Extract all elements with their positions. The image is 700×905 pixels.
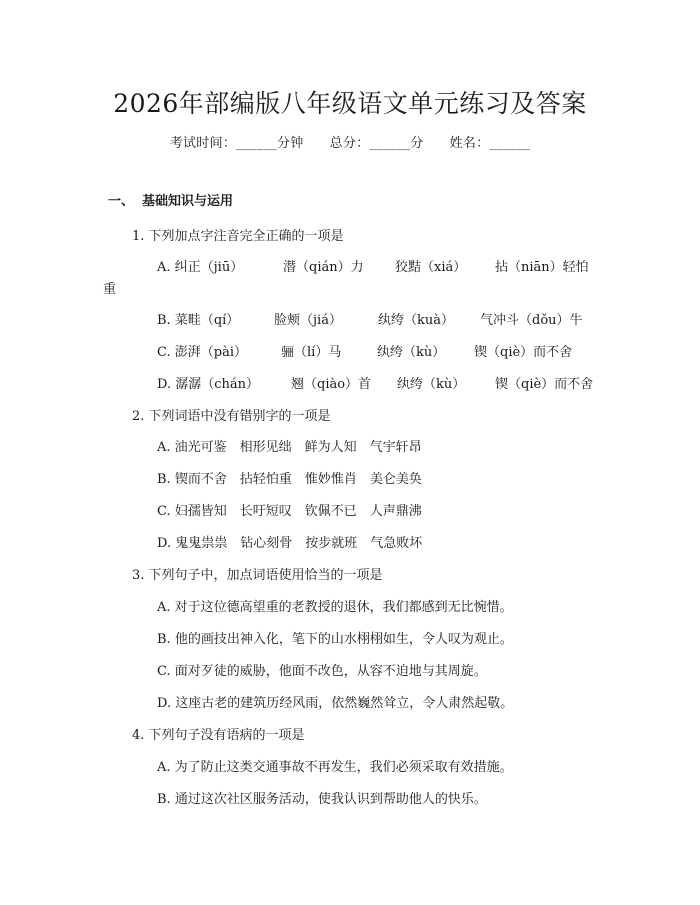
option-word: 锲（qiè）而不舍	[474, 345, 573, 360]
question-1-option-a-wrap: 重	[103, 282, 117, 297]
question-2-option-d: D. 鬼鬼祟祟 钻心刻骨 按步就班 气急败坏	[157, 536, 423, 551]
section-title: 基础知识与运用	[142, 194, 234, 209]
section-number: 一、	[108, 194, 135, 209]
question-2-option-c: C. 妇孺皆知 长吁短叹 钦佩不已 人声鼎沸	[157, 504, 422, 519]
question-1-option-a	[157, 256, 589, 275]
question-1-option-c	[157, 341, 572, 360]
option-word: 脸颊（jiá）	[274, 313, 342, 328]
exam-meta	[0, 132, 700, 151]
exam-time: 考试时间：______分钟	[169, 136, 304, 151]
option-word: B. 菜畦（qí）	[157, 313, 240, 328]
option-word: 锲（qiè）而不舍	[495, 377, 594, 392]
question-4-option-b: B. 通过这次社区服务活动，使我认识到帮助他人的快乐。	[157, 792, 487, 807]
question-3-option-d: D. 这座古老的建筑历经风雨，依然巍然耸立，令人肃然起敬。	[157, 696, 514, 711]
option-word: 纨绔（kuà）	[378, 313, 455, 328]
option-word: 纨绔（kù）	[397, 377, 466, 392]
question-4-option-a: A. 为了防止这类交通事故不再发生，我们必须采取有效措施。	[157, 760, 513, 775]
document-title: 2026年部编版八年级语文单元练习及答案	[113, 89, 587, 118]
option-word: D. 潺潺（chán）	[157, 377, 260, 392]
student-name: 姓名：______	[449, 136, 531, 151]
question-4: 4. 下列句子没有语病的一项是	[132, 728, 305, 743]
option-word: 翘（qiào）首	[291, 377, 372, 392]
option-word: 纨绔（kù）	[377, 345, 446, 360]
option-word: C. 澎湃（pài）	[157, 345, 247, 360]
option-word: 气冲斗（dǒu）牛	[480, 313, 583, 328]
option-word: 狡黠（xiá）	[395, 260, 467, 275]
question-3-option-a: A. 对于这位德高望重的老教授的退休，我们都感到无比惋惜。	[157, 600, 513, 615]
option-word: 骊（lí）马	[281, 345, 342, 360]
option-word: 潜（qián）力	[283, 260, 364, 275]
option-word: 拈（niān）轻怕	[495, 260, 589, 275]
option-word: A. 纠正（jiū）	[157, 260, 244, 275]
section-heading	[108, 190, 233, 209]
question-2-option-b: B. 锲而不舍 拈轻怕重 惟妙惟肖 美仑美奂	[157, 472, 422, 487]
total-score: 总分：______分	[329, 136, 424, 151]
question-1-option-d	[157, 373, 593, 392]
question-3-option-b: B. 他的画技出神入化，笔下的山水栩栩如生，令人叹为观止。	[157, 632, 513, 647]
question-2: 2. 下列词语中没有错别字的一项是	[132, 409, 331, 424]
question-1-option-b	[157, 309, 583, 328]
question-2-option-a: A. 油光可鉴 相形见绌 鲜为人知 气宇轩昂	[157, 440, 422, 455]
question-1: 1. 下列加点字注音完全正确的一项是	[132, 229, 344, 244]
question-3-option-c: C. 面对歹徒的威胁，他面不改色，从容不迫地与其周旋。	[157, 664, 487, 679]
question-3: 3. 下列句子中，加点词语使用恰当的一项是	[132, 568, 383, 583]
